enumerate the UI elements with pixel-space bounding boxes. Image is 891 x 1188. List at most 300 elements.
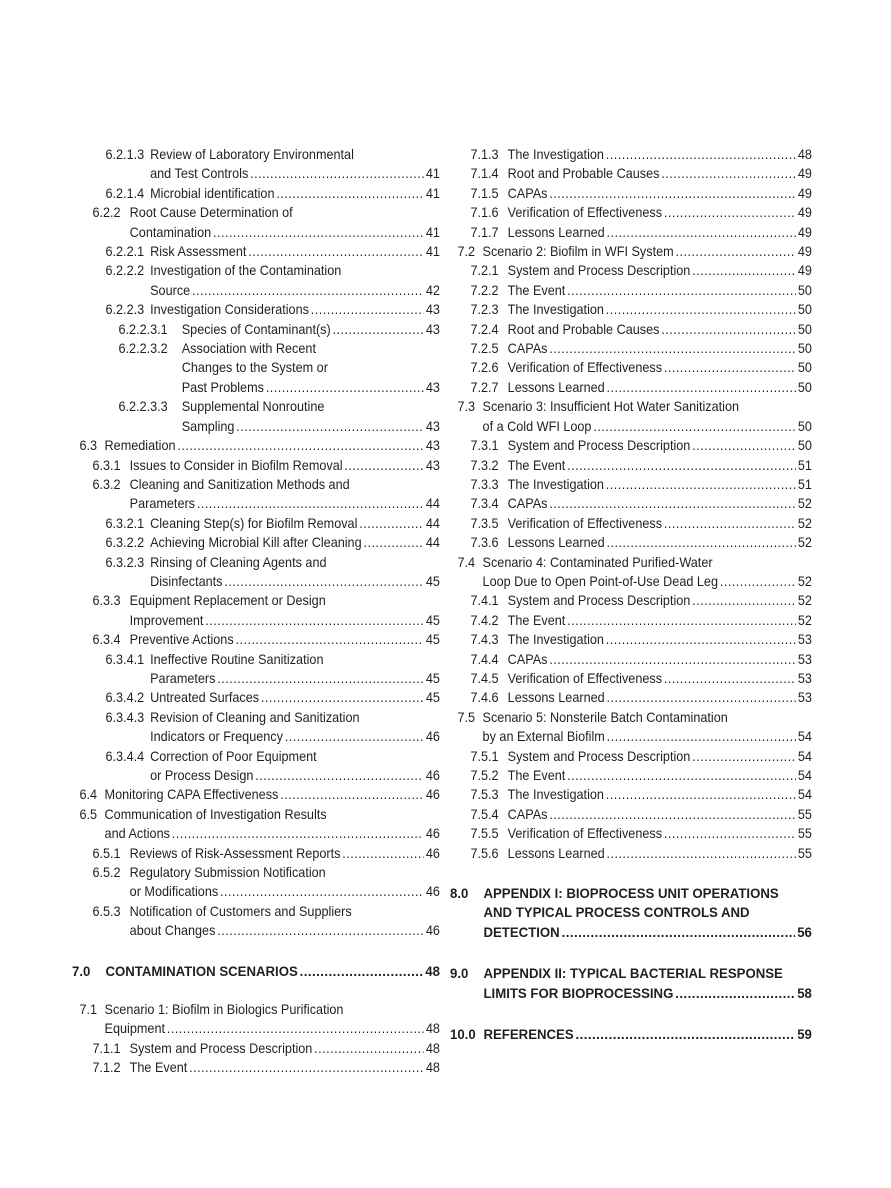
- toc-entry-title: Risk Assessment: [150, 244, 247, 260]
- toc-entry[interactable]: [72, 902, 440, 941]
- toc-entry[interactable]: [450, 824, 812, 843]
- toc-page-number: 46: [425, 729, 440, 745]
- toc-entry-title: Verification of Effectiveness: [507, 826, 663, 842]
- toc-entry[interactable]: [72, 261, 440, 300]
- toc-entry-title: Issues to Consider in Biofilm Removal: [129, 457, 343, 473]
- toc-entry-number: 6.5.1: [92, 845, 121, 861]
- toc-entry-number: 7.4.4: [470, 651, 499, 667]
- toc-page-number: 43: [425, 418, 440, 434]
- toc-entry[interactable]: [72, 397, 440, 436]
- toc-page-number: 46: [425, 923, 440, 939]
- toc-entry-number: 6.3.4.1: [105, 651, 145, 667]
- toc-page-number: 41: [425, 166, 440, 182]
- toc-entry-number: 7.5.6: [470, 845, 499, 861]
- toc-entry[interactable]: [450, 708, 812, 747]
- toc-entry[interactable]: [450, 669, 812, 688]
- toc-page-number: 55: [797, 845, 812, 861]
- toc-column-right: [450, 145, 812, 1045]
- toc-entry-number: 7.5.4: [470, 806, 499, 822]
- toc-page-number: 52: [797, 535, 812, 551]
- toc-page-number: 44: [425, 496, 440, 512]
- toc-page-number: 52: [797, 515, 812, 531]
- toc-entry[interactable]: [72, 436, 440, 455]
- toc-entry-title: APPENDIX II: TYPICAL BACTERIAL RESPONSE: [483, 966, 783, 983]
- toc-entry-number: 6.5.3: [92, 903, 121, 919]
- toc-entry-number: 6.3: [79, 438, 98, 454]
- toc-entry-number: 7.2.5: [470, 341, 499, 357]
- toc-leader-dots: [607, 844, 796, 863]
- toc-entry-number: 7.5.1: [470, 748, 499, 764]
- toc-leader-dots: [250, 164, 424, 183]
- toc-leader-dots: [220, 882, 424, 901]
- toc-entry-title: Lessons Learned: [507, 224, 605, 240]
- toc-entry-title: AND TYPICAL PROCESS CONTROLS AND: [483, 905, 750, 922]
- toc-entry[interactable]: [450, 223, 812, 242]
- toc-leader-dots: [606, 300, 796, 319]
- toc-entry-title: Investigation of the Contamination: [150, 263, 342, 279]
- toc-entry-number: 7.3.6: [470, 535, 499, 551]
- toc-entry-number: 6.2.2.2: [105, 263, 145, 279]
- toc-entry[interactable]: [72, 785, 440, 804]
- toc-leader-dots: [675, 985, 795, 1004]
- toc-page-number: 45: [425, 632, 440, 648]
- toc-entry[interactable]: [450, 436, 812, 455]
- toc-entry-number: 6.3.2.2: [105, 535, 145, 551]
- toc-leader-dots: [567, 766, 796, 785]
- toc-leader-dots: [606, 630, 796, 649]
- toc-entry[interactable]: [72, 591, 440, 630]
- toc-entry-title: Reviews of Risk-Assessment Reports: [129, 845, 341, 861]
- toc-page-number: 43: [425, 321, 440, 337]
- toc-entry-title: by an External Biofilm: [482, 729, 605, 745]
- toc-entry-number: 7.5.2: [470, 768, 499, 783]
- toc-entry-title: The Investigation: [507, 302, 604, 318]
- toc-entry[interactable]: [450, 805, 812, 824]
- toc-entry-number: 7.4.3: [470, 632, 499, 648]
- toc-entry-number: 6.2.2.3: [105, 302, 145, 318]
- toc-entry-number: 7.5: [457, 709, 476, 725]
- toc-entry[interactable]: [450, 688, 812, 707]
- toc-entry-title: Regulatory Submission Notification: [129, 865, 326, 881]
- toc-entry[interactable]: [450, 203, 812, 222]
- toc-entry-number: 7.2.3: [470, 302, 499, 318]
- toc-entry-title: about Changes: [129, 923, 216, 939]
- toc-entry[interactable]: [450, 145, 812, 164]
- toc-page-number: 53: [797, 632, 812, 648]
- toc-entry-number: 6.3.4: [92, 632, 121, 648]
- toc-entry-title: Species of Contaminant(s): [181, 321, 331, 337]
- toc-leader-dots: [217, 921, 424, 940]
- toc-entry-number: 7.4.1: [470, 593, 499, 609]
- toc-entry-number: 7.1.6: [470, 205, 499, 221]
- toc-entry-title: Sampling: [181, 418, 235, 434]
- toc-entry-number: 7.3.1: [470, 438, 499, 454]
- toc-entry-title: CAPAs: [507, 651, 548, 667]
- toc-entry-title: Lessons Learned: [507, 379, 605, 395]
- toc-entry-title: The Event: [129, 1060, 188, 1076]
- toc-leader-dots: [205, 611, 424, 630]
- toc-entry[interactable]: [72, 1058, 440, 1077]
- toc-entry[interactable]: [450, 261, 812, 280]
- toc-entry[interactable]: [72, 339, 440, 397]
- toc-entry[interactable]: [450, 611, 812, 630]
- toc-leader-dots: [549, 650, 796, 669]
- toc-leader-dots: [664, 203, 796, 222]
- toc-entry-title: Scenario 4: Contaminated Purified-Water: [482, 554, 713, 570]
- toc-entry[interactable]: [72, 747, 440, 786]
- section-spacer: [72, 982, 440, 1000]
- toc-entry[interactable]: [450, 1026, 812, 1045]
- toc-entry-title: Disinfectants: [150, 573, 223, 589]
- toc-page-number: 52: [797, 612, 812, 628]
- toc-entry-title: and Actions: [104, 826, 170, 842]
- toc-leader-dots: [192, 281, 424, 300]
- toc-entry[interactable]: [72, 300, 440, 319]
- toc-entry-number: 8.0: [450, 886, 469, 903]
- toc-page-number: 45: [425, 612, 440, 628]
- toc-entry-title: and Test Controls: [150, 166, 249, 182]
- toc-entry-number: 6.2.1.4: [105, 185, 145, 201]
- toc-entry-number: 7.2.4: [470, 321, 499, 337]
- toc-entry[interactable]: [72, 203, 440, 242]
- toc-entry[interactable]: [450, 339, 812, 358]
- toc-leader-dots: [676, 242, 796, 261]
- toc-entry-number: 7.2.1: [470, 263, 499, 279]
- section-spacer: [450, 863, 812, 885]
- toc-entry-title: CONTAMINATION SCENARIOS: [105, 963, 298, 980]
- toc-entry-title: Lessons Learned: [507, 845, 605, 861]
- toc-entry-title: System and Process Description: [129, 1040, 313, 1056]
- toc-entry-title: The Investigation: [507, 787, 604, 803]
- toc-entry-number: 9.0: [450, 966, 469, 983]
- toc-entry-number: 6.3.3: [92, 593, 121, 609]
- toc-page-number: 50: [797, 282, 812, 298]
- toc-entry-title: Monitoring CAPA Effectiveness: [104, 787, 279, 803]
- toc-entry-title: Past Problems: [181, 379, 264, 395]
- toc-page-number: 41: [425, 244, 440, 260]
- toc-entry-title: Scenario 2: Biofilm in WFI System: [482, 244, 674, 260]
- toc-entry-number: 6.2.2: [92, 205, 121, 221]
- toc-entry-number: 10.0: [450, 1027, 476, 1044]
- toc-entry-title: DETECTION: [483, 924, 560, 941]
- toc-page-number: 46: [425, 826, 440, 842]
- toc-leader-dots: [607, 378, 796, 397]
- toc-entry-number: 6.3.2.3: [105, 554, 145, 570]
- toc-leader-dots: [197, 494, 424, 513]
- toc-entry[interactable]: [72, 844, 440, 863]
- toc-entry[interactable]: [450, 553, 812, 592]
- toc-entry-title: Root and Probable Causes: [507, 166, 660, 182]
- toc-entry-title: of a Cold WFI Loop: [482, 418, 592, 434]
- toc-entry-title: or Process Design: [150, 768, 254, 783]
- toc-entry[interactable]: [72, 145, 440, 184]
- toc-entry-title: System and Process Description: [507, 263, 691, 279]
- toc-entry-title: The Event: [507, 768, 566, 783]
- toc-leader-dots: [606, 785, 796, 804]
- toc-entry[interactable]: [450, 766, 812, 785]
- toc-entry[interactable]: [72, 184, 440, 203]
- toc-entry-number: 6.3.4.2: [105, 690, 145, 706]
- toc-entry-title: REFERENCES: [483, 1027, 574, 1044]
- toc-entry-number: 6.3.4.3: [105, 709, 145, 725]
- toc-entry-number: 7.3.5: [470, 515, 499, 531]
- toc-page-number: 53: [797, 690, 812, 706]
- toc-page-number: 45: [425, 573, 440, 589]
- toc-entry-title: Verification of Effectiveness: [507, 515, 663, 531]
- toc-leader-dots: [549, 339, 796, 358]
- toc-entry[interactable]: [72, 533, 440, 552]
- toc-leader-dots: [606, 145, 796, 164]
- toc-entry-number: 6.3.4.4: [105, 748, 145, 764]
- toc-entry[interactable]: [450, 456, 812, 475]
- toc-page-number: 50: [797, 438, 812, 454]
- toc-leader-dots: [217, 669, 424, 688]
- toc-page-number: 49: [797, 166, 812, 182]
- toc-entry-title: CAPAs: [507, 496, 548, 512]
- toc-leader-dots: [261, 688, 424, 707]
- toc-entry[interactable]: [450, 397, 812, 436]
- toc-page-number: 52: [797, 496, 812, 512]
- toc-entry[interactable]: [450, 844, 812, 863]
- toc-entry[interactable]: [450, 630, 812, 649]
- toc-page-number: 46: [425, 884, 440, 900]
- toc-leader-dots: [664, 358, 796, 377]
- toc-entry-title: Source: [150, 282, 191, 298]
- toc-leader-dots: [567, 456, 796, 475]
- toc-leader-dots: [664, 824, 796, 843]
- toc-entry[interactable]: [450, 650, 812, 669]
- toc-page-number: 55: [797, 806, 812, 822]
- toc-page-number: 53: [797, 651, 812, 667]
- toc-entry-title: Remediation: [104, 438, 176, 454]
- toc-page-number: 54: [797, 768, 812, 783]
- toc-entry-number: 7.3.4: [470, 496, 499, 512]
- toc-entry-title: Root Cause Determination of: [129, 205, 293, 221]
- toc-leader-dots: [266, 378, 424, 397]
- toc-page-number: 44: [425, 515, 440, 531]
- toc-entry[interactable]: [72, 475, 440, 514]
- toc-page-number: 49: [797, 263, 812, 279]
- toc-leader-dots: [167, 1019, 424, 1038]
- toc-entry[interactable]: [72, 708, 440, 747]
- toc-entry[interactable]: [72, 650, 440, 689]
- toc-page-number: 49: [797, 185, 812, 201]
- toc-entry-number: 7.3: [457, 399, 476, 415]
- toc-page-number: 48: [797, 147, 812, 162]
- toc-entry-number: 6.4: [79, 787, 98, 803]
- toc-entry-title: APPENDIX I: BIOPROCESS UNIT OPERATIONS: [483, 886, 779, 903]
- toc-entry-title: Loop Due to Open Point-of-Use Dead Leg: [482, 573, 718, 589]
- toc-entry-number: 7.4.5: [470, 670, 499, 686]
- toc-leader-dots: [692, 261, 796, 280]
- toc-page-number: 51: [797, 476, 812, 492]
- toc-entry[interactable]: [72, 1000, 440, 1039]
- toc-entry[interactable]: [72, 863, 440, 902]
- toc-entry-title: CAPAs: [507, 341, 548, 357]
- toc-entry-title: Communication of Investigation Results: [104, 806, 327, 822]
- toc-leader-dots: [607, 727, 796, 746]
- toc-entry-number: 7.2.7: [470, 379, 499, 395]
- section-spacer: [450, 943, 812, 965]
- toc-entry[interactable]: [450, 785, 812, 804]
- toc-page-number: 46: [425, 787, 440, 803]
- toc-entry-number: 7.1.2: [92, 1060, 121, 1076]
- toc-entry[interactable]: [450, 747, 812, 766]
- toc-entry-number: 7.1.4: [470, 166, 499, 182]
- toc-entry-title: Lessons Learned: [507, 690, 605, 706]
- toc-page-number: 49: [797, 205, 812, 221]
- toc-entry-title: Scenario 3: Insufficient Hot Water Sanitization: [482, 399, 740, 415]
- toc-entry-title: The Investigation: [507, 632, 604, 648]
- toc-page-number: 48: [425, 1021, 440, 1037]
- toc-entry[interactable]: [450, 475, 812, 494]
- toc-leader-dots: [606, 475, 796, 494]
- toc-entry[interactable]: [450, 320, 812, 339]
- toc-entry-title: CAPAs: [507, 185, 548, 201]
- toc-entry-number: 7.2.2: [470, 282, 499, 298]
- toc-entry[interactable]: [450, 184, 812, 203]
- toc-entry-title: The Investigation: [507, 147, 604, 162]
- toc-page-number: 50: [797, 302, 812, 318]
- toc-entry[interactable]: [450, 242, 812, 261]
- toc-leader-dots: [562, 924, 796, 943]
- toc-entry[interactable]: [450, 965, 812, 1004]
- toc-leader-dots: [342, 844, 424, 863]
- toc-entry[interactable]: [450, 885, 812, 943]
- toc-leader-dots: [692, 747, 796, 766]
- toc-entry-number: 7.4: [457, 554, 476, 570]
- toc-entry[interactable]: [450, 514, 812, 533]
- toc-entry-title: Cleaning and Sanitization Methods and: [129, 476, 350, 492]
- toc-leader-dots: [236, 417, 424, 436]
- toc-entry-title: Root and Probable Causes: [507, 321, 660, 337]
- toc-page-number: 56: [797, 924, 812, 941]
- toc-entry-number: 7.1: [79, 1002, 98, 1018]
- toc-entry-title: The Event: [507, 282, 566, 298]
- toc-entry-title: Investigation Considerations: [150, 302, 309, 318]
- toc-entry-number: 6.3.2.1: [105, 515, 145, 531]
- toc-leader-dots: [567, 611, 796, 630]
- toc-leader-dots: [664, 669, 796, 688]
- toc-leader-dots: [607, 533, 796, 552]
- toc-page-number: 48: [425, 963, 440, 980]
- toc-page-number: 45: [425, 690, 440, 706]
- toc-entry-number: 6.5: [79, 806, 98, 822]
- toc-leader-dots: [172, 824, 424, 843]
- toc-entry[interactable]: [72, 805, 440, 844]
- toc-entry-title: or Modifications: [129, 884, 219, 900]
- toc-entry-number: 7.0: [72, 963, 91, 980]
- toc-entry-number: 7.1.7: [470, 224, 499, 240]
- toc-entry-number: 7.3.2: [470, 457, 499, 473]
- toc-entry-title: Supplemental Nonroutine: [181, 399, 325, 415]
- toc-leader-dots: [692, 436, 796, 455]
- toc-entry-title: Contamination: [129, 224, 212, 240]
- toc-entry-title: Lessons Learned: [507, 535, 605, 551]
- toc-entry-title: Equipment: [104, 1021, 165, 1037]
- toc-page-number: 54: [797, 787, 812, 803]
- toc-entry[interactable]: [72, 1039, 440, 1058]
- section-spacer: [72, 941, 440, 963]
- toc-leader-dots: [661, 320, 796, 339]
- toc-leader-dots: [661, 164, 796, 183]
- toc-page-number: 54: [797, 748, 812, 764]
- toc-entry[interactable]: [450, 164, 812, 183]
- toc-leader-dots: [300, 963, 424, 982]
- toc-entry[interactable]: [450, 300, 812, 319]
- toc-page-number: 50: [797, 379, 812, 395]
- toc-leader-dots: [576, 1026, 796, 1045]
- toc-column-left: [72, 145, 440, 1078]
- toc-entry[interactable]: [72, 963, 440, 982]
- toc-leader-dots: [363, 533, 423, 552]
- toc-entry-title: Ineffective Routine Sanitization: [150, 651, 324, 667]
- toc-leader-dots: [664, 514, 796, 533]
- toc-page-number: 43: [425, 438, 440, 454]
- toc-entry-number: 7.4.2: [470, 612, 499, 628]
- toc-entry[interactable]: [450, 281, 812, 300]
- toc-leader-dots: [311, 300, 424, 319]
- toc-page-number: 55: [797, 826, 812, 842]
- toc-entry[interactable]: [72, 514, 440, 533]
- toc-entry-number: 6.2.2.1: [105, 244, 145, 260]
- toc-entry[interactable]: [450, 494, 812, 513]
- toc-page-number: 52: [797, 593, 812, 609]
- toc-entry[interactable]: [450, 533, 812, 552]
- toc-page-number: 45: [425, 670, 440, 686]
- toc-leader-dots: [567, 281, 796, 300]
- toc-entry[interactable]: [72, 456, 440, 475]
- toc-entry-title: The Event: [507, 612, 566, 628]
- toc-entry-number: 6.3.2: [92, 476, 121, 492]
- toc-entry-title: Preventive Actions: [129, 632, 234, 648]
- toc-page-number: 52: [797, 573, 812, 589]
- toc-entry-title: Equipment Replacement or Design: [129, 593, 326, 609]
- toc-entry-number: 6.2.2.3.1: [118, 321, 168, 337]
- toc-entry[interactable]: [450, 358, 812, 377]
- toc-entry-title: Rinsing of Cleaning Agents and: [150, 554, 327, 570]
- toc-entry-number: 6.5.2: [92, 865, 121, 881]
- toc-leader-dots: [255, 766, 424, 785]
- toc-page-number: 42: [425, 282, 440, 298]
- toc-entry-title: Association with Recent: [181, 341, 316, 357]
- toc-entry-number: 7.1.3: [470, 147, 499, 162]
- toc-leader-dots: [213, 223, 424, 242]
- toc-entry-title: Parameters: [150, 670, 216, 686]
- toc-page-number: 43: [425, 379, 440, 395]
- toc-entry-number: 7.5.5: [470, 826, 499, 842]
- toc-entry-title: Review of Laboratory Environmental: [150, 147, 354, 162]
- toc-entry[interactable]: [450, 378, 812, 397]
- toc-leader-dots: [189, 1058, 424, 1077]
- toc-leader-dots: [177, 436, 424, 455]
- toc-entry[interactable]: [72, 320, 440, 339]
- toc-entry-title: Verification of Effectiveness: [507, 360, 663, 376]
- toc-page-number: 58: [797, 985, 812, 1002]
- toc-entry-number: 7.5.3: [470, 787, 499, 803]
- toc-page-number: 43: [425, 302, 440, 318]
- toc-leader-dots: [236, 630, 424, 649]
- toc-leader-dots: [359, 514, 424, 533]
- toc-leader-dots: [692, 591, 796, 610]
- toc-entry[interactable]: [72, 688, 440, 707]
- toc-entry[interactable]: [450, 591, 812, 610]
- toc-entry[interactable]: [72, 630, 440, 649]
- toc-entry[interactable]: [72, 242, 440, 261]
- toc-entry[interactable]: [72, 553, 440, 592]
- section-spacer: [450, 1004, 812, 1026]
- toc-page-number: 50: [797, 321, 812, 337]
